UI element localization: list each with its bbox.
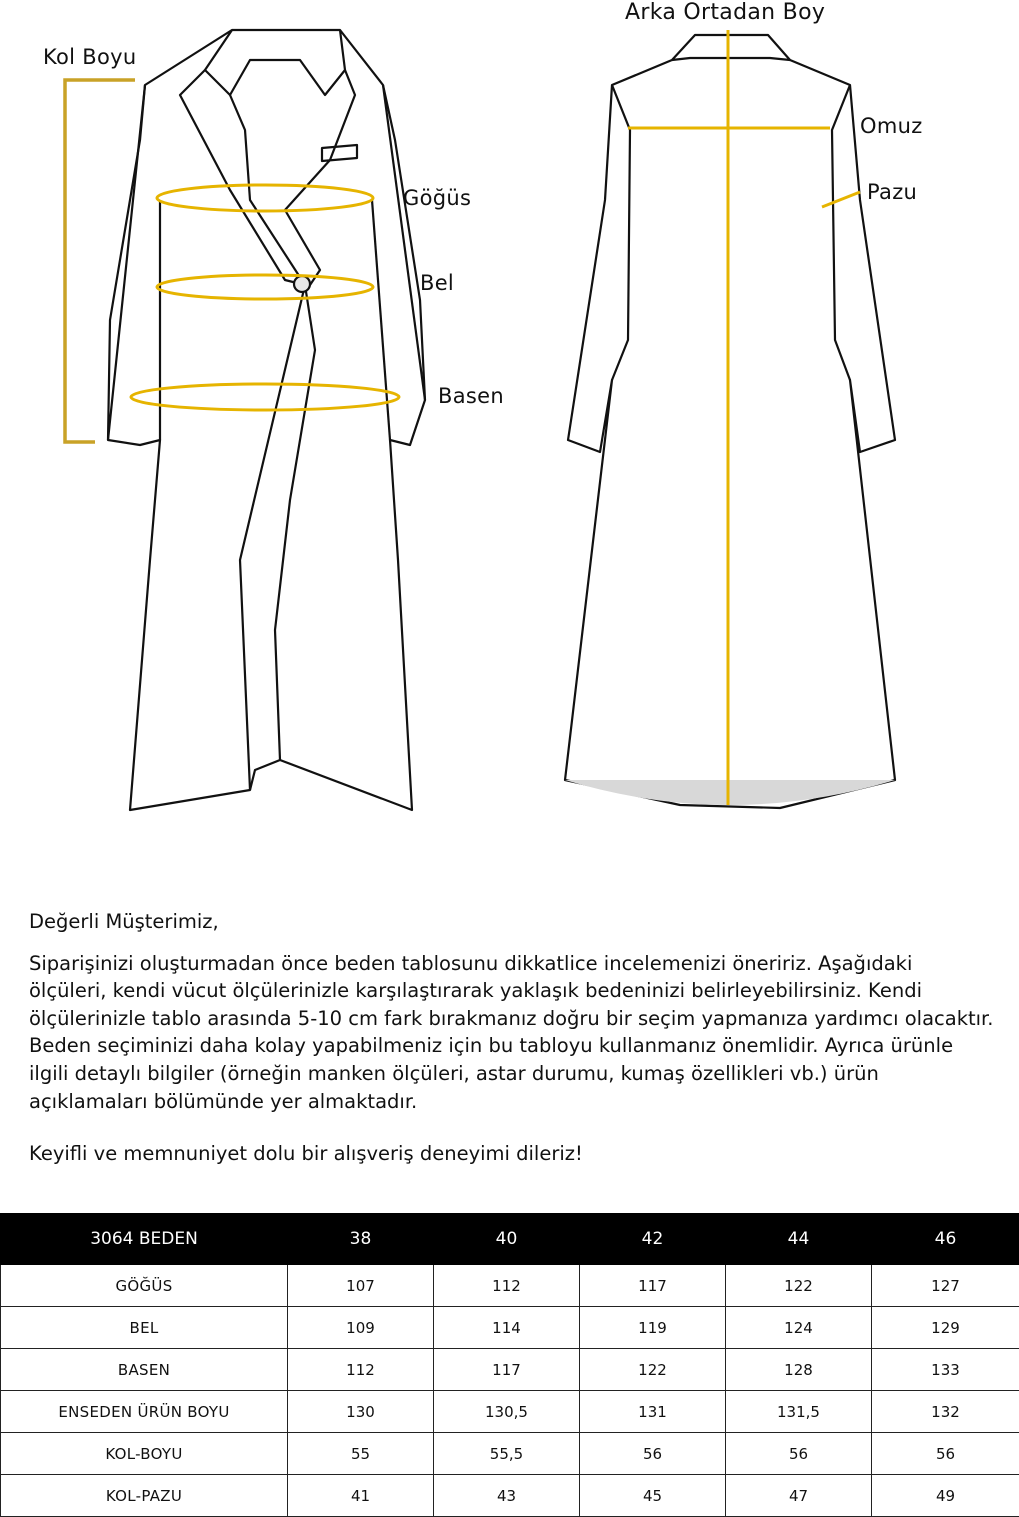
- table-cell: 114: [434, 1307, 580, 1349]
- greeting-text: Değerli Müşterimiz,: [29, 908, 994, 936]
- table-cell: 131,5: [726, 1391, 872, 1433]
- back-coat-drawing: [565, 35, 895, 808]
- table-cell: 127: [872, 1265, 1019, 1307]
- table-cell: 55: [288, 1433, 434, 1475]
- table-row: [1, 1391, 1019, 1433]
- table-row: [1, 1433, 1019, 1475]
- table-cell: 107: [288, 1265, 434, 1307]
- chest-label: Göğüs: [403, 186, 471, 210]
- table-cell: 43: [434, 1475, 580, 1517]
- table-cell: 128: [726, 1349, 872, 1391]
- row-label-hip: BASEN: [1, 1349, 288, 1391]
- table-row: [1, 1265, 1019, 1307]
- table-cell: 130,5: [434, 1391, 580, 1433]
- table-cell: 55,5: [434, 1433, 580, 1475]
- table-cell: 119: [580, 1307, 726, 1349]
- table-row: [1, 1349, 1019, 1391]
- table-cell: 112: [434, 1265, 580, 1307]
- size-table-header-38: 38: [288, 1214, 434, 1265]
- row-label-sleeve-length: KOL-BOYU: [1, 1433, 288, 1475]
- size-table-header-46: 46: [872, 1214, 1019, 1265]
- advice-paragraph: Siparişinizi oluşturmadan önce beden tablosunu dikkatlice incelemenizi öneririz. Aşağıdaki ölçüleri, kendi vücut ölçülerinizle karşılaştırarak yaklaşık bedeninizi belirleyebilirsiniz. Kendi ölçülerinizle tablo arasında 5-10 cm fark bırakmanız doğru bir seçim yapmanıza yardımcı olacaktır.: [29, 950, 994, 1033]
- table-cell: 117: [580, 1265, 726, 1307]
- table-cell: 112: [288, 1349, 434, 1391]
- table-cell: 41: [288, 1475, 434, 1517]
- table-cell: 109: [288, 1307, 434, 1349]
- closing-text: Keyifli ve memnuniyet dolu bir alışveriş deneyimi dileriz!: [29, 1140, 994, 1168]
- table-cell: 56: [872, 1433, 1019, 1475]
- info-paragraph: Beden seçiminizi daha kolay yapabilmeniz için bu tabloyu kullanmanız önemlidir. Ayrıca ürünle ilgili detaylı bilgiler (örneğin manken ölçüleri, astar durumu, kumaş özellikleri vb.) ürün açıklamaları bölümünde yer almaktadır.: [29, 1032, 994, 1115]
- table-cell: 133: [872, 1349, 1019, 1391]
- hip-label: Basen: [438, 384, 504, 408]
- table-cell: 45: [580, 1475, 726, 1517]
- table-row: [1, 1307, 1019, 1349]
- size-table-header-40: 40: [434, 1214, 580, 1265]
- size-table-header-model: 3064 BEDEN: [1, 1214, 288, 1265]
- row-label-waist: BEL: [1, 1307, 288, 1349]
- customer-message: [29, 908, 994, 1168]
- table-row: [1, 1475, 1019, 1517]
- table-cell: 131: [580, 1391, 726, 1433]
- table-cell: 56: [726, 1433, 872, 1475]
- back-center-length-label: Arka Ortadan Boy: [625, 0, 825, 25]
- table-cell: 56: [580, 1433, 726, 1475]
- table-cell: 132: [872, 1391, 1019, 1433]
- row-label-length: ENSEDEN ÜRÜN BOYU: [1, 1391, 288, 1433]
- upper-arm-label: Pazu: [867, 180, 917, 204]
- waist-label: Bel: [420, 271, 454, 295]
- shoulder-label: Omuz: [860, 114, 923, 138]
- sleeve-length-label: Kol Boyu: [43, 45, 136, 69]
- table-cell: 130: [288, 1391, 434, 1433]
- table-cell: 122: [580, 1349, 726, 1391]
- table-cell: 47: [726, 1475, 872, 1517]
- table-cell: 117: [434, 1349, 580, 1391]
- row-label-upper-arm: KOL-PAZU: [1, 1475, 288, 1517]
- front-coat-drawing: [108, 30, 425, 810]
- size-table-header-row: [1, 1214, 1019, 1265]
- table-cell: 122: [726, 1265, 872, 1307]
- table-cell: 124: [726, 1307, 872, 1349]
- row-label-chest: GÖĞÜS: [1, 1265, 288, 1307]
- table-cell: 129: [872, 1307, 1019, 1349]
- size-table-header-44: 44: [726, 1214, 872, 1265]
- table-cell: 49: [872, 1475, 1019, 1517]
- size-chart-table: [0, 1213, 1019, 1517]
- size-table-header-42: 42: [580, 1214, 726, 1265]
